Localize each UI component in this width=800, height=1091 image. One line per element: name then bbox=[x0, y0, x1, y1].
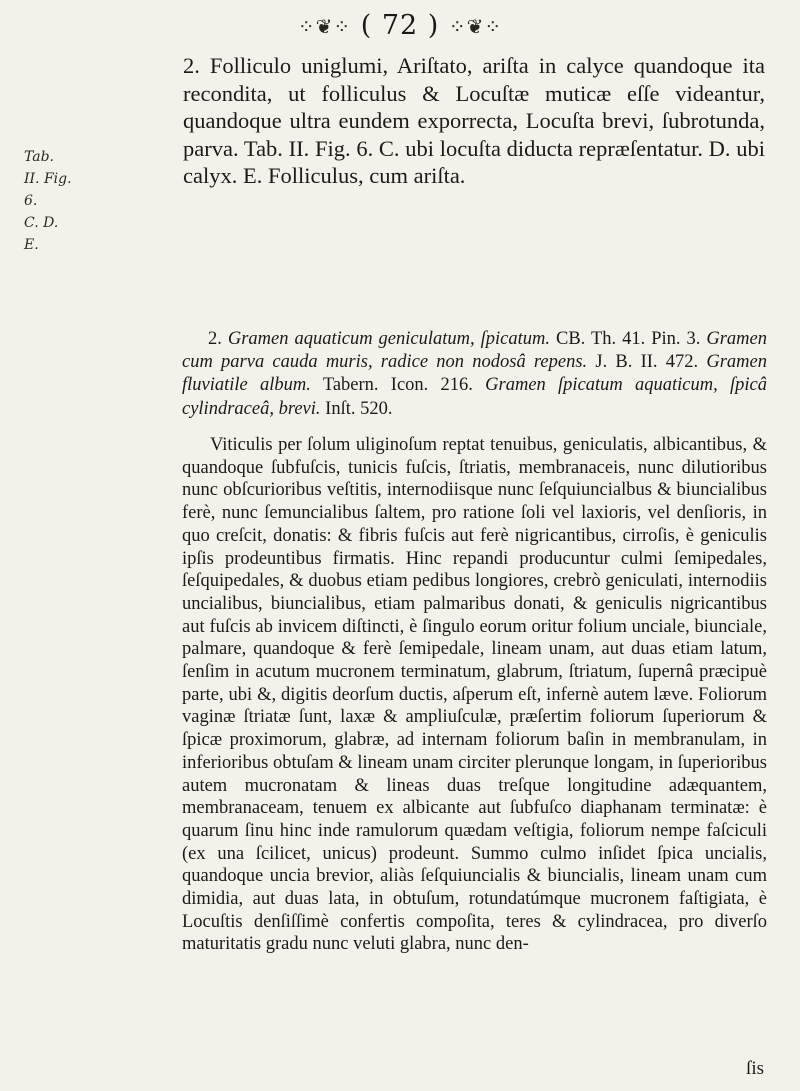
reference: J. B. II. 472. bbox=[595, 352, 699, 373]
reference: Tabern. Icon. 216. bbox=[322, 375, 473, 396]
header-ornament-left: ⁘❦⁘ bbox=[297, 14, 352, 39]
body-paragraph bbox=[182, 434, 767, 956]
page-number: ( 72 ) bbox=[360, 10, 440, 41]
margin-note-letters: C. D. E. bbox=[24, 215, 59, 253]
reference: Inſt. 520. bbox=[325, 398, 393, 419]
entry-number: 2. bbox=[208, 329, 222, 349]
margin-note bbox=[24, 146, 72, 256]
synonym: Gramen cum parva cauda muris, radice non nodosâ repens. bbox=[182, 329, 767, 373]
reference: CB. Th. 41. Pin. 3. bbox=[555, 329, 701, 349]
synonym: Gramen ſpicatum aquaticum, ſpicâ cylindraceâ, brevi. bbox=[182, 375, 767, 419]
body-paragraph-text: Viticulis per ſolum uliginoſum reptat tenuibus, geniculatis, albicantibus, & quandoque ſubfuſcis, tunicis fuſcis, ſtriatis, membranaceis, nunc dilutioribus nunc obſcurioribus veſtitis, internodiisque nunc ſeſquiuncialbus & biuncialibus ferè, nunc ſemuncialibus ſaltem, pro ratione ſoli vel laxioris, vel denſioris, in quo creſcit, donatis: & fibris fuſcis aut ferè nigricantibus, cirroſis, è geniculis ipſis prodeuntibus firmatis. Hinc repandi producuntur culmi ſemipedales, ſeſquipedales, & duobus etiam pedibus longiores, crebrò geniculati, internodiis uncialibus, biuncialibus, etiam palmaribus donati, & geniculis nigricantibus aut fuſcis ab invicem diſtincti, è ſingulo eorum oritur folium unciale, biunciale, palmare, quandoque & ferè ſemipedale, lineam unam, aut duas etiam latum, ſenſim in acutum mucronem terminatum, glabrum, ſtriatum, ſupernâ præcipuè parte, ubi &, digitis deorſum ductis, aſperum eſt, infernè autem læve. Foliorum vaginæ ſtriatæ ſunt, laxæ & ampliuſculæ, præſertim foliorum ſuperiorum & ſpicæ proximorum, glabræ, ad internam foliorum baſin in membranulam, in inferioribus obtuſam & lineam unam circiter plerunque longam, in ſuperioribus autem mucronatam & lineas duas treſque longitudine adæquantem, membranaceam, tenuem ex albicante aut ſubfuſco diaphanam terminatæ: è quarum ſinu hinc inde ramulorum quædam veſtigia, foliorum nempe faſciculi (ex una ſcilicet, unicus) prodeunt. Summo culmo inſidet ſpica uncialis, quandoque uncia brevior, aliàs ſeſquiuncialis & biuncialis, lineam unam cum dimidia, aut duas lata, in obtuſum, rotundatúmque mucronem faſtigiata, è Locuſtis denſiſſimè confertis compoſita, teres & cylindracea, pro diverſo maturitatis gradu nunc veluti glabra, nunc den- bbox=[182, 435, 767, 955]
species-description-paragraph bbox=[183, 52, 765, 190]
header-ornament-right: ⁘❦⁘ bbox=[448, 14, 503, 39]
synonym: Gramen fluviatile album. bbox=[182, 352, 767, 396]
entry-title: Gramen aquaticum geniculatum, ſpicatum. bbox=[227, 329, 550, 349]
species-description-text: 2. Folliculo uniglumi, Ariſtato, ariſta in calyce quandoque ita recondita, ut folliculus & Locuſtæ muticæ eſſe videantur, quandoque ultra eundem exporrecta, Locuſta brevi, ſubrotunda, parva. Tab. II. Fig. 6. C. ubi locuſta diducta repræſentatur. D. ubi calyx. E. Folliculus, cum ariſta. bbox=[183, 53, 765, 189]
catchword: ſis bbox=[746, 1058, 764, 1079]
page-header bbox=[0, 10, 800, 41]
margin-note-figure-ref: Tab. II. Fig. 6. bbox=[24, 149, 72, 209]
synonymy-paragraph bbox=[182, 328, 767, 421]
